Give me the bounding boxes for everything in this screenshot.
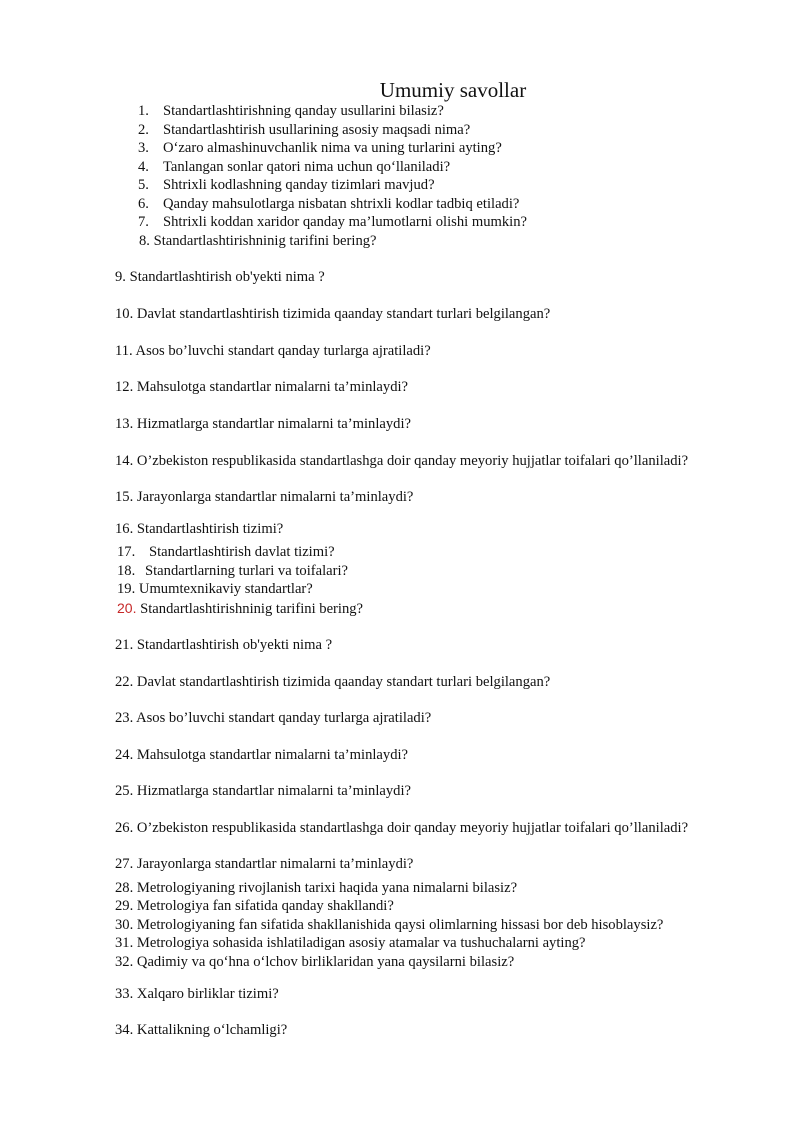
question-item-22: 22. Davlat standartlashtirish tizimida qaanday standart turlari belgilangan?: [115, 674, 551, 690]
question-item-4: 4. Tanlangan sonlar qatori nima uchun qo‘llaniladi?: [138, 159, 451, 175]
question-item-3: 3. O‘zaro almashinuvchanlik nima va uning turlarini ayting?: [138, 140, 502, 156]
question-item-21: 21. Standartlashtirish ob'yekti nima ?: [115, 637, 333, 653]
question-item-29: 29. Metrologiya fan sifatida qanday shakllandi?: [115, 898, 394, 914]
question-item-28: 28. Metrologiyaning rivojlanish tarixi haqida yana nimalarni bilasiz?: [115, 880, 518, 896]
question-item-23: 23. Asos bo’luvchi standart qanday turlarga ajratiladi?: [115, 710, 432, 726]
question-item-6: 6. Qanday mahsulotlarga nisbatan shtrixli kodlar tadbiq etiladi?: [138, 196, 520, 212]
question-item-8: 8. Standartlashtirishninig tarifini bering?: [139, 233, 377, 249]
question-item-31: 31. Metrologiya sohasida ishlatiladigan asosiy atamalar va tushuchalarni ayting?: [115, 935, 586, 951]
question-item-13: 13. Hizmatlarga standartlar nimalarni ta’minlaydi?: [115, 416, 411, 432]
question-item-18: 18. Standartlarning turlari va toifalari?: [117, 563, 349, 579]
question-item-1: 1. Standartlashtirishning qanday usullarini bilasiz?: [138, 103, 444, 119]
question-item-26: 26. O’zbekiston respublikasida standartlashga doir qanday meyoriy hujjatlar toifalari qo’llaniladi?: [115, 820, 689, 836]
question-item-19: 19. Umumtexnikaviy standartlar?: [117, 581, 313, 597]
question-item-27: 27. Jarayonlarga standartlar nimalarni ta’minlaydi?: [115, 856, 414, 872]
question-item-32: 32. Qadimiy va qo‘hna o‘lchov birliklaridan yana qaysilarni bilasiz?: [115, 954, 515, 970]
question-item-25: 25. Hizmatlarga standartlar nimalarni ta’minlaydi?: [115, 783, 411, 799]
question-item-2: 2. Standartlashtirish usullarining asosiy maqsadi nima?: [138, 122, 471, 138]
question-item-15: 15. Jarayonlarga standartlar nimalarni ta’minlaydi?: [115, 489, 414, 505]
question-item-20: 20. Standartlashtirishninig tarifini bering?: [117, 600, 364, 617]
question-item-10: 10. Davlat standartlashtirish tizimida qaanday standart turlari belgilangan?: [115, 306, 551, 322]
question-item-5: 5. Shtrixli kodlashning qanday tizimlari mavjud?: [138, 177, 435, 193]
question-item-30: 30. Metrologiyaning fan sifatida shakllanishida qaysi olimlarning hissasi bor deb hisoblaysiz?: [115, 917, 664, 933]
question-item-34: 34. Kattalikning o‘lchamligi?: [115, 1022, 288, 1038]
question-item-9: 9. Standartlashtirish ob'yekti nima ?: [115, 269, 325, 285]
question-item-11: 11. Asos bo’luvchi standart qanday turlarga ajratiladi?: [115, 343, 431, 359]
question-item-16: 16. Standartlashtirish tizimi?: [115, 521, 284, 537]
page-title: Umumiy savollar: [379, 78, 527, 102]
question-item-7: 7. Shtrixli koddan xaridor qanday ma’lumotlarni olishi mumkin?: [138, 214, 527, 230]
question-item-14: 14. O’zbekiston respublikasida standartlashga doir qanday meyoriy hujjatlar toifalari qo’llaniladi?: [115, 453, 689, 469]
question-item-12: 12. Mahsulotga standartlar nimalarni ta’minlaydi?: [115, 379, 409, 395]
question-item-24: 24. Mahsulotga standartlar nimalarni ta’minlaydi?: [115, 747, 409, 763]
question-item-17: 17. Standartlashtirish davlat tizimi?: [117, 544, 335, 560]
question-item-33: 33. Xalqaro birliklar tizimi?: [115, 986, 279, 1002]
